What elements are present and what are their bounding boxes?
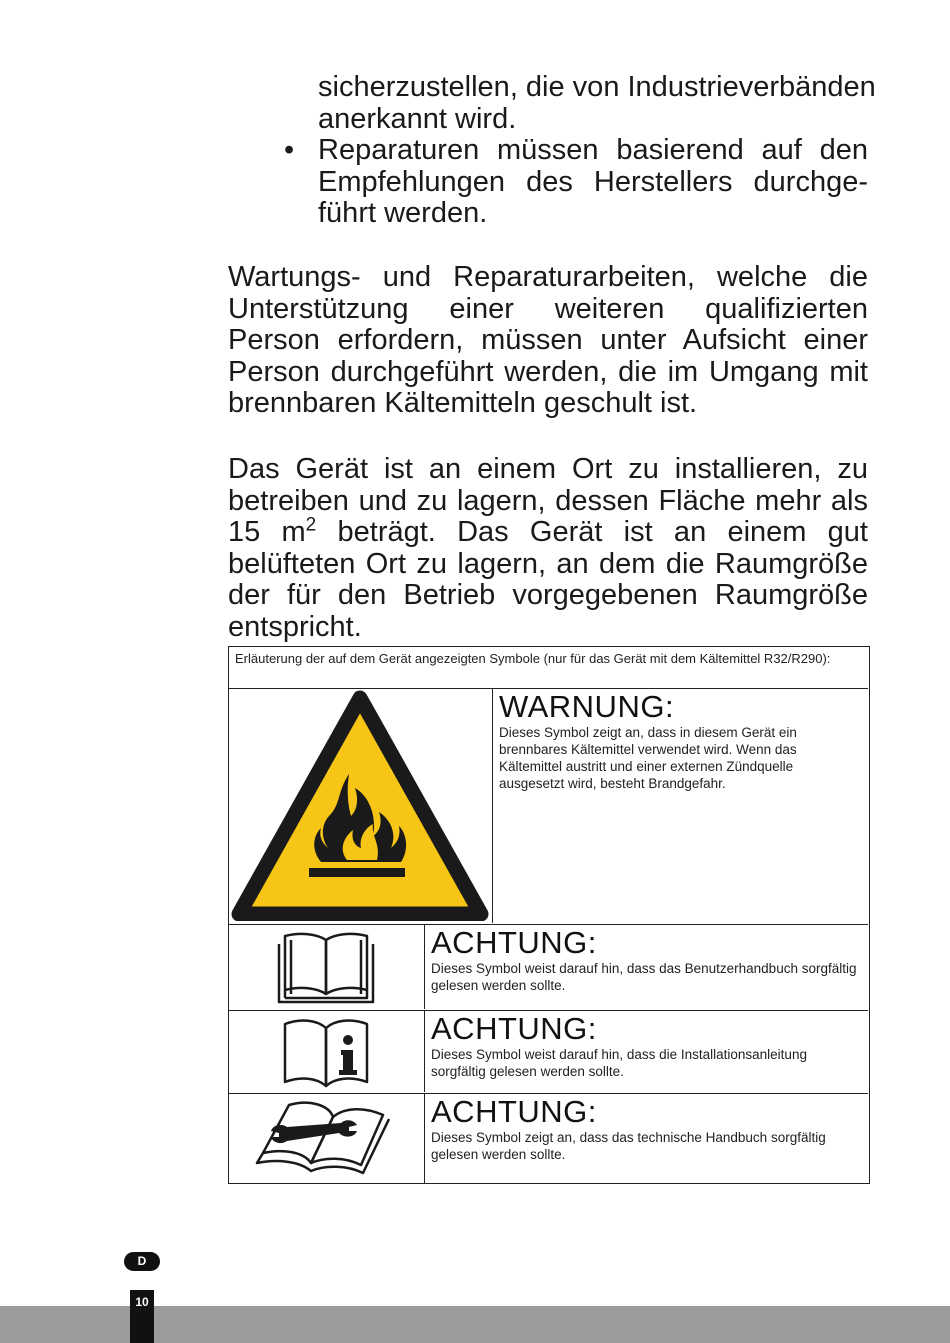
paragraph-installation bbox=[228, 454, 868, 643]
symbol-description-technical-manual bbox=[431, 1095, 861, 1163]
symbol-description-user-manual bbox=[431, 926, 861, 994]
list-continuation-line-2: anerkannt wird. bbox=[318, 102, 517, 135]
symbol-cell bbox=[229, 924, 425, 1009]
symbol-row-technical-manual bbox=[229, 1093, 868, 1183]
page-number-tab bbox=[130, 1290, 154, 1343]
symbol-cell bbox=[229, 1093, 425, 1183]
symbol-description-warning bbox=[499, 690, 859, 792]
paragraph-installation-part-1: Das Gerät ist an einem Ort zu installieren, zu betreiben und zu lagern, dessen Fläche mehr als 15 m bbox=[228, 453, 868, 548]
caution-title: ACHTUNG: bbox=[431, 1094, 597, 1129]
symbol-cell bbox=[229, 688, 493, 923]
list-item-line-3: führt werden. bbox=[318, 197, 488, 229]
read-manual-book-icon bbox=[229, 924, 423, 1009]
list-item bbox=[228, 135, 868, 230]
list-continuation-line-1: sicherzustellen, die von Industrieverbänden bbox=[318, 71, 876, 103]
caution-title: ACHTUNG: bbox=[431, 1011, 597, 1046]
technical-manual-wrench-icon bbox=[229, 1093, 423, 1181]
caution-text: Dieses Symbol zeigt an, dass das technische Handbuch sorgfältig gelesen werden sollte. bbox=[431, 1130, 826, 1162]
intro-list bbox=[228, 71, 876, 230]
symbol-cell bbox=[229, 1010, 425, 1092]
symbol-description-installation-manual bbox=[431, 1012, 861, 1080]
warning-text: Dieses Symbol zeigt an, dass in diesem Gerät ein brennbares Kältemittel verwendet wird. Wenn das Kältemittel austritt und einer externen Zündquelle ausgesetzt wird, besteht Brandgefahr. bbox=[499, 725, 797, 791]
caution-title: ACHTUNG: bbox=[431, 925, 597, 960]
symbol-table-header: Erläuterung der auf dem Gerät angezeigten Symbole (nur für das Gerät mit dem Kältemittel R32/R290): bbox=[229, 647, 868, 689]
caution-text: Dieses Symbol weist darauf hin, dass die Installationsanleitung sorgfältig gelesen werden sollte. bbox=[431, 1047, 807, 1079]
warning-title: WARNUNG: bbox=[499, 689, 675, 724]
list-item-line-1: Reparaturen müssen basierend auf den bbox=[318, 134, 868, 166]
page-number: 10 bbox=[135, 1295, 149, 1309]
paragraph-maintenance: Wartungs- und Reparaturarbeiten, welche die Unterstützung einer weiteren qualifizierten Person erfordern, müssen unter Aufsicht einer Person durchgeführt werden, die im Umgang mit brennbaren Kältemitteln geschult ist. bbox=[228, 261, 868, 419]
symbol-row-warning bbox=[229, 688, 868, 925]
symbol-row-user-manual bbox=[229, 924, 868, 1011]
language-badge: D bbox=[124, 1252, 160, 1271]
installation-manual-info-icon bbox=[229, 1010, 423, 1092]
paragraph-installation-part-2: beträgt. Das Gerät ist an einem gut belüfteten Ort zu lagern, an dem die Raumgröße der für den Betrieb vorgegebenen Raumgröße entspricht. bbox=[228, 516, 868, 643]
flammable-warning-triangle-icon bbox=[229, 688, 491, 921]
list-item-line-2: Empfehlungen des Herstellers durchge- bbox=[318, 165, 868, 198]
symbol-table bbox=[228, 646, 870, 1184]
bullet-icon: • bbox=[284, 134, 295, 166]
superscript-2: 2 bbox=[305, 514, 317, 536]
symbol-row-installation-manual bbox=[229, 1010, 868, 1094]
caution-text: Dieses Symbol weist darauf hin, dass das Benutzerhandbuch sorgfältig gelesen werden sollte. bbox=[431, 961, 857, 993]
